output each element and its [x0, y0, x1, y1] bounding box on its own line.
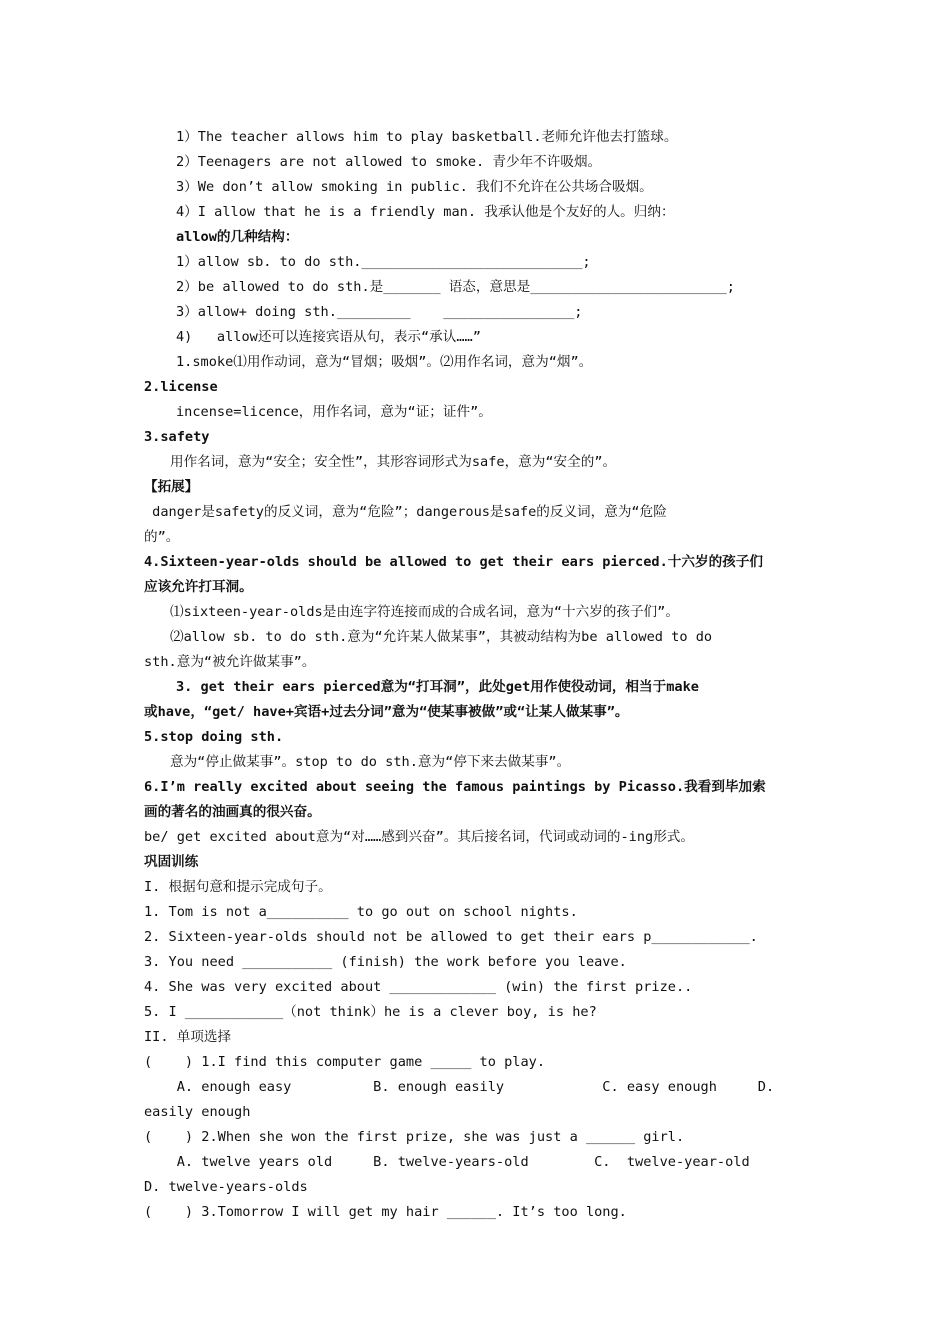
- section-heading: 3.safety: [144, 429, 210, 445]
- section-subheading: allow的几种结构：: [176, 229, 299, 245]
- answer-options: A. enough easy B. enough easily C. easy enough D.: [144, 1079, 775, 1095]
- exercise-item: 2. Sixteen-year-olds should not be allowed to get their ears p____________.: [144, 929, 758, 945]
- exercise-title: 巩固训练: [144, 854, 199, 870]
- note-paragraph: 的”。: [144, 529, 180, 545]
- section-heading: 4.Sixteen-year-olds should be allowed to get their ears pierced.十六岁的孩子们: [144, 554, 763, 570]
- note-paragraph: 3. get their ears pierced意为“打耳洞”，此处get用作使役动词，相当于make: [176, 679, 699, 695]
- note-paragraph: ⑵allow sb. to do sth.意为“允许某人做某事”，其被动结构为be allowed to do: [170, 629, 713, 645]
- note-paragraph: 用作名词，意为“安全；安全性”，其形容词形式为safe，意为“安全的”。: [170, 454, 617, 470]
- exercise-part-heading: I. 根据句意和提示完成句子。: [144, 879, 332, 895]
- note-paragraph: 意为“停止做某事”。stop to do sth.意为“停下来去做某事”。: [170, 754, 571, 770]
- answer-options: A. twelve years old B. twelve-years-old C. twelve-year-old: [144, 1154, 750, 1170]
- example-sentence: 4）I allow that he is a friendly man. 我承认他是个友好的人。归纳：: [176, 204, 675, 220]
- note-paragraph: 或have，“get/ have+宾语+过去分词”意为“使某事被做”或“让某人做某事”。: [144, 704, 629, 720]
- note-paragraph: 1.smoke⑴用作动词，意为“冒烟；吸烟”。⑵用作名词，意为“烟”。: [176, 354, 593, 370]
- section-heading: 应该允许打耳洞。: [144, 579, 253, 595]
- section-heading: 2.license: [144, 379, 218, 395]
- exercise-item: 3. You need ___________ (finish) the work before you leave.: [144, 954, 627, 970]
- section-heading: 5.stop doing sth.: [144, 729, 284, 745]
- example-sentence: 2）Teenagers are not allowed to smoke. 青少年不许吸烟。: [176, 154, 602, 170]
- note-paragraph: sth.意为“被允许做某事”。: [144, 654, 316, 670]
- exercise-item: 4. She was very excited about _____________ (win) the first prize..: [144, 979, 693, 995]
- answer-options: D. twelve-years-olds: [144, 1179, 308, 1195]
- question-item: ( ) 3.Tomorrow I will get my hair ______. It’s too long.: [144, 1204, 627, 1220]
- exercise-item: 1. Tom is not a__________ to go out on school nights.: [144, 904, 578, 920]
- section-heading: 画的著名的油画真的很兴奋。: [144, 804, 321, 820]
- section-heading: 【拓展】: [144, 479, 199, 495]
- note-paragraph: be/ get excited about意为“对……感到兴奋”。其后接名词，代词或动词的-ing形式。: [144, 829, 694, 845]
- structure-item: 1）allow sb. to do sth.___________________________;: [176, 254, 591, 270]
- structure-item: 3）allow+ doing sth._________ ________________;: [176, 304, 583, 320]
- structure-item: 4) allow还可以连接宾语从句，表示“承认……”: [176, 329, 481, 345]
- structure-item: 2）be allowed to do sth.是_______ 语态，意思是________________________;: [176, 279, 735, 295]
- example-sentence: 1）The teacher allows him to play basketball.老师允许他去打篮球。: [176, 129, 678, 145]
- note-paragraph: incense=licence，用作名词，意为“证；证件”。: [176, 404, 492, 420]
- question-item: ( ) 1.I find this computer game _____ to play.: [144, 1054, 546, 1070]
- exercise-item: 5. I ____________（not think）he is a clever boy, is he?: [144, 1004, 597, 1020]
- exercise-part-heading: II. 单项选择: [144, 1029, 232, 1045]
- note-paragraph: ⑴sixteen-year-olds是由连字符连接而成的合成名词，意为“十六岁的孩子们”。: [170, 604, 679, 620]
- note-paragraph: danger是safety的反义词，意为“危险”；dangerous是safe的反义词，意为“危险: [144, 504, 667, 520]
- section-heading: 6.I’m really excited about seeing the famous paintings by Picasso.我看到毕加索: [144, 779, 766, 795]
- example-sentence: 3）We don’t allow smoking in public. 我们不允许在公共场合吸烟。: [176, 179, 653, 195]
- question-item: ( ) 2.When she won the first prize, she was just a ______ girl.: [144, 1129, 685, 1145]
- answer-options: easily enough: [144, 1104, 251, 1120]
